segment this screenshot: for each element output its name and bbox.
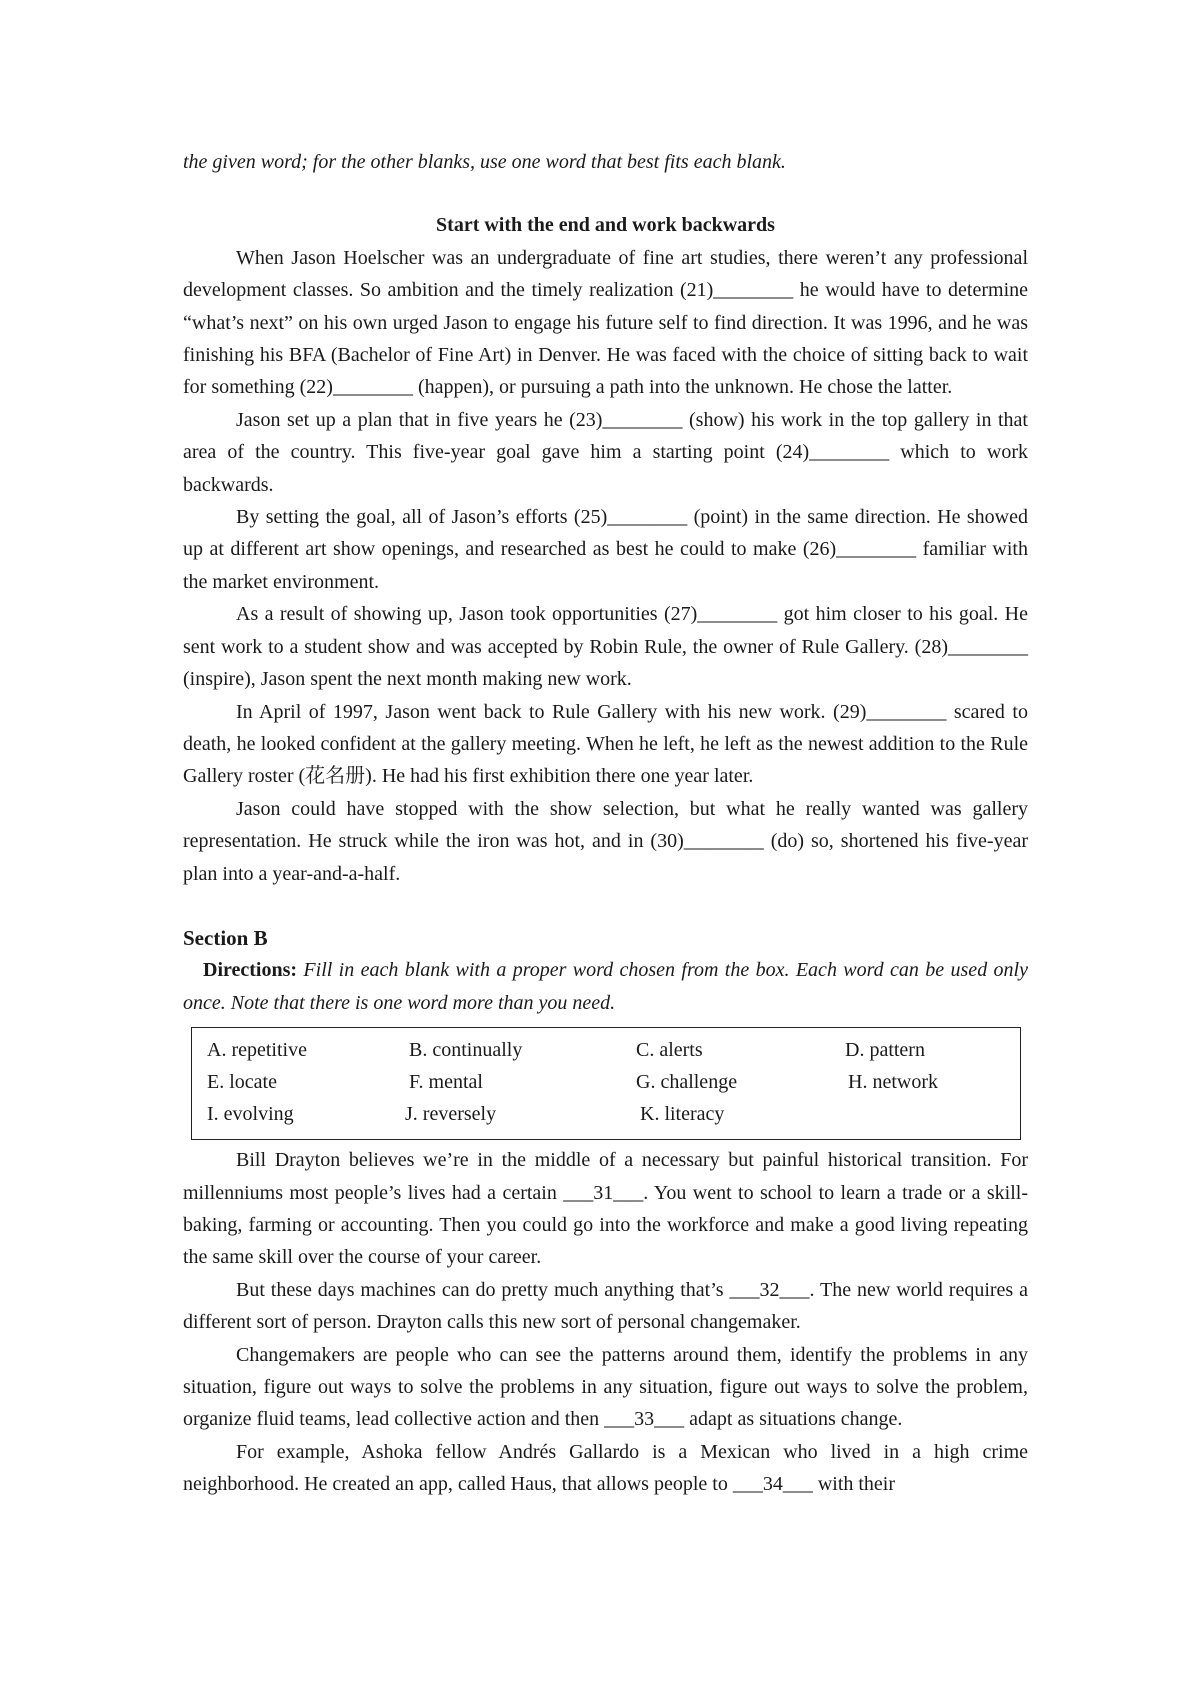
passage-paragraph: Jason could have stopped with the show selection, but what he really wanted was gallery representation. He struck while the iron was hot, and in (30)________ (do) so, shortened his five-year plan into a year-and-a-half. (183, 797, 1028, 885)
passage-paragraph: Changemakers are people who can see the patterns around them, identify the problems in any situation, figure out ways to solve the problems in any situation, figure out ways to solve the problem, organize fluid teams, lead collective action and then ___33___ adapt as situations change. (183, 1343, 1028, 1431)
directions (183, 954, 1028, 1019)
passage-paragraph: Bill Drayton believes we’re in the middle of a necessary but painful historical transition. For millenniums most people’s lives had a certain ___31___. You went to school to learn a trade or a skill-baking, farming or accounting. Then you could go into the workforce and make a good living repeating the same skill over the course of your career. (183, 1149, 1028, 1269)
word-option: H. network (848, 1071, 938, 1094)
section-heading: Section B (183, 925, 268, 950)
directions-label: Directions: (203, 959, 298, 982)
passage-paragraph: When Jason Hoelscher was an undergraduate of fine art studies, there weren’t any professional development classes. So ambition and the timely realization (21)________ he would have to determine “what’s next” on his own urged Jason to engage his future self to find direction. It was 1996, and he was finishing his BFA (Bachelor of Fine Art) in Denver. He was faced with the choice of sitting back to wait for something (22)________ (happen), or pursuing a path into the unknown. He chose the latter. (183, 246, 1028, 399)
passage-paragraph: In April of 1997, Jason went back to Rule Gallery with his new work. (29)________ scared to death, he looked confident at the gallery meeting. When he left, he left as the newest addition to the Rule Gallery roster (花名册). He had his first exhibition there one year later. (183, 700, 1028, 788)
word-option: G. challenge (636, 1071, 738, 1094)
passage-paragraph: For example, Ashoka fellow Andrés Gallardo is a Mexican who lived in a high crime neighborhood. He created an app, called Haus, that allows people to ___34___ with their (183, 1440, 1028, 1496)
word-option: F. mental (409, 1071, 483, 1094)
passage-paragraph: By setting the goal, all of Jason’s efforts (25)________ (point) in the same direction. He showed up at different art show openings, and researched as best he could to make (26)________ familiar with the market environment. (183, 506, 1028, 593)
instructions-continuation: the given word; for the other blanks, use one word that best fits each blank. (183, 151, 786, 173)
directions-text: Fill in each blank with a proper word chosen from the box. Each word can be used only once. Note that there is one word more than you need. (183, 959, 1028, 1014)
word-option: K. literacy (640, 1103, 725, 1126)
word-option: B. continually (409, 1039, 523, 1062)
word-option: I. evolving (207, 1103, 294, 1126)
passage-title: Start with the end and work backwards (436, 214, 775, 237)
word-option: A. repetitive (207, 1039, 307, 1062)
word-option: C. alerts (636, 1039, 703, 1062)
passage-paragraph: As a result of showing up, Jason took opportunities (27)________ got him closer to his goal. He sent work to a student show and was accepted by Robin Rule, the owner of Rule Gallery. (28)________ (inspire), Jason spent the next month making new work. (183, 603, 1028, 691)
document-page (183, 146, 1028, 1501)
word-bank-box (191, 1027, 1021, 1140)
passage-paragraph: But these days machines can do pretty much anything that’s ___32___. The new world requires a different sort of person. Drayton calls this new sort of personal changemaker. (183, 1278, 1028, 1334)
word-option: D. pattern (845, 1039, 925, 1062)
word-option: E. locate (207, 1071, 277, 1094)
word-option: J. reversely (405, 1103, 497, 1126)
passage-paragraph: Jason set up a plan that in five years he (23)________ (show) his work in the top gallery in that area of the country. This five-year goal gave him a starting point (24)________ which to work backwards. (183, 408, 1028, 496)
